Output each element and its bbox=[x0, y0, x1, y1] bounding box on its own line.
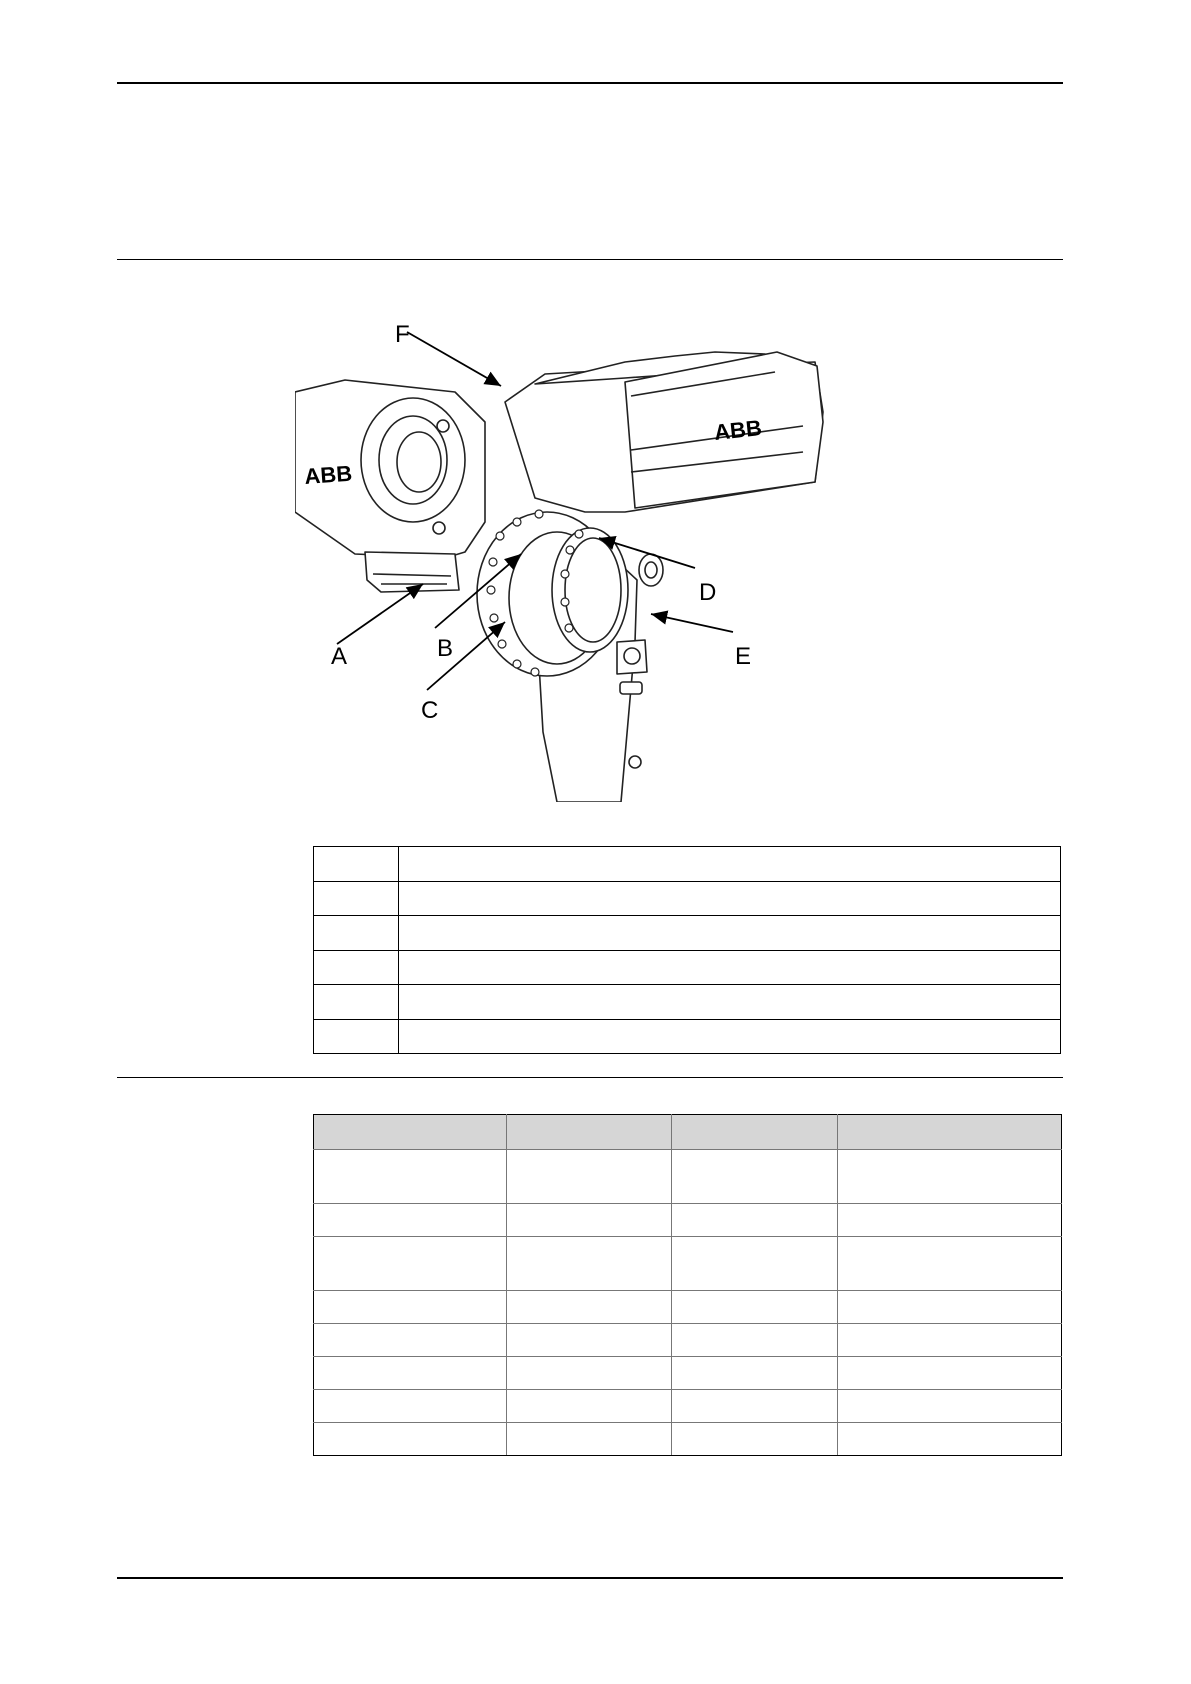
table-cell bbox=[672, 1357, 838, 1390]
callout-a: A bbox=[331, 643, 348, 670]
callout-key bbox=[314, 950, 399, 985]
table-cell bbox=[314, 1237, 507, 1291]
section-rule-middle bbox=[117, 1077, 1063, 1078]
leader-line-e bbox=[651, 614, 733, 632]
table-cell bbox=[507, 1423, 672, 1456]
callout-description bbox=[399, 847, 1061, 882]
table-cell bbox=[507, 1324, 672, 1357]
logo-left: ABB bbox=[303, 460, 353, 489]
table-cell bbox=[838, 1390, 1062, 1423]
table-row bbox=[314, 1390, 1062, 1423]
table-row bbox=[314, 1324, 1062, 1357]
table-cell bbox=[314, 1357, 507, 1390]
table-row bbox=[314, 1357, 1062, 1390]
table-cell bbox=[838, 1204, 1062, 1237]
callout-description bbox=[399, 1019, 1061, 1054]
table-row bbox=[314, 1423, 1062, 1456]
table-cell bbox=[672, 1237, 838, 1291]
table-row bbox=[314, 1237, 1062, 1291]
table-row bbox=[314, 1291, 1062, 1324]
leader-line-a bbox=[337, 584, 423, 644]
table-row bbox=[314, 985, 1061, 1020]
table-cell bbox=[507, 1291, 672, 1324]
table-cell bbox=[507, 1150, 672, 1204]
callout-d: D bbox=[699, 579, 717, 606]
callout-description bbox=[399, 950, 1061, 985]
callout-f: F bbox=[395, 322, 410, 348]
table-cell bbox=[507, 1390, 672, 1423]
callout-description bbox=[399, 916, 1061, 951]
table-cell bbox=[507, 1357, 672, 1390]
table-cell bbox=[314, 1291, 507, 1324]
callout-legend-table bbox=[313, 846, 1061, 1054]
table-cell bbox=[672, 1423, 838, 1456]
callout-e: E bbox=[735, 643, 752, 670]
leader-line-f bbox=[407, 332, 501, 386]
callout-description bbox=[399, 985, 1061, 1020]
table-row bbox=[314, 1204, 1062, 1237]
logo-right: ABB bbox=[712, 415, 763, 445]
table-cell bbox=[314, 1150, 507, 1204]
table-cell bbox=[507, 1204, 672, 1237]
header-rule bbox=[117, 82, 1063, 84]
table-cell bbox=[314, 1324, 507, 1357]
table-cell bbox=[672, 1324, 838, 1357]
callout-key bbox=[314, 985, 399, 1020]
callout-key bbox=[314, 847, 399, 882]
table-cell bbox=[672, 1390, 838, 1423]
column-header bbox=[838, 1115, 1062, 1150]
table-header-row bbox=[314, 1115, 1062, 1150]
table-cell bbox=[838, 1357, 1062, 1390]
table-row bbox=[314, 916, 1061, 951]
specification-table bbox=[313, 1114, 1062, 1456]
table-cell bbox=[838, 1150, 1062, 1204]
column-header bbox=[672, 1115, 838, 1150]
callout-c: C bbox=[421, 697, 439, 724]
table-cell bbox=[838, 1324, 1062, 1357]
table-cell bbox=[672, 1204, 838, 1237]
table-cell bbox=[672, 1291, 838, 1324]
table-cell bbox=[314, 1204, 507, 1237]
table-cell bbox=[314, 1390, 507, 1423]
footer-rule bbox=[117, 1577, 1063, 1579]
table-cell bbox=[507, 1237, 672, 1291]
table-row bbox=[314, 847, 1061, 882]
callout-key bbox=[314, 1019, 399, 1054]
table-cell bbox=[314, 1423, 507, 1456]
section-rule-top bbox=[117, 259, 1063, 260]
callout-key bbox=[314, 916, 399, 951]
table-cell bbox=[838, 1237, 1062, 1291]
table-cell bbox=[838, 1423, 1062, 1456]
robot-axis-figure bbox=[295, 322, 855, 802]
column-header bbox=[507, 1115, 672, 1150]
table-cell bbox=[838, 1291, 1062, 1324]
table-row bbox=[314, 1150, 1062, 1204]
callout-description bbox=[399, 881, 1061, 916]
table-row bbox=[314, 1019, 1061, 1054]
table-row bbox=[314, 950, 1061, 985]
table-cell bbox=[672, 1150, 838, 1204]
callout-b: B bbox=[437, 635, 454, 662]
table-row bbox=[314, 881, 1061, 916]
column-header bbox=[314, 1115, 507, 1150]
callout-key bbox=[314, 881, 399, 916]
